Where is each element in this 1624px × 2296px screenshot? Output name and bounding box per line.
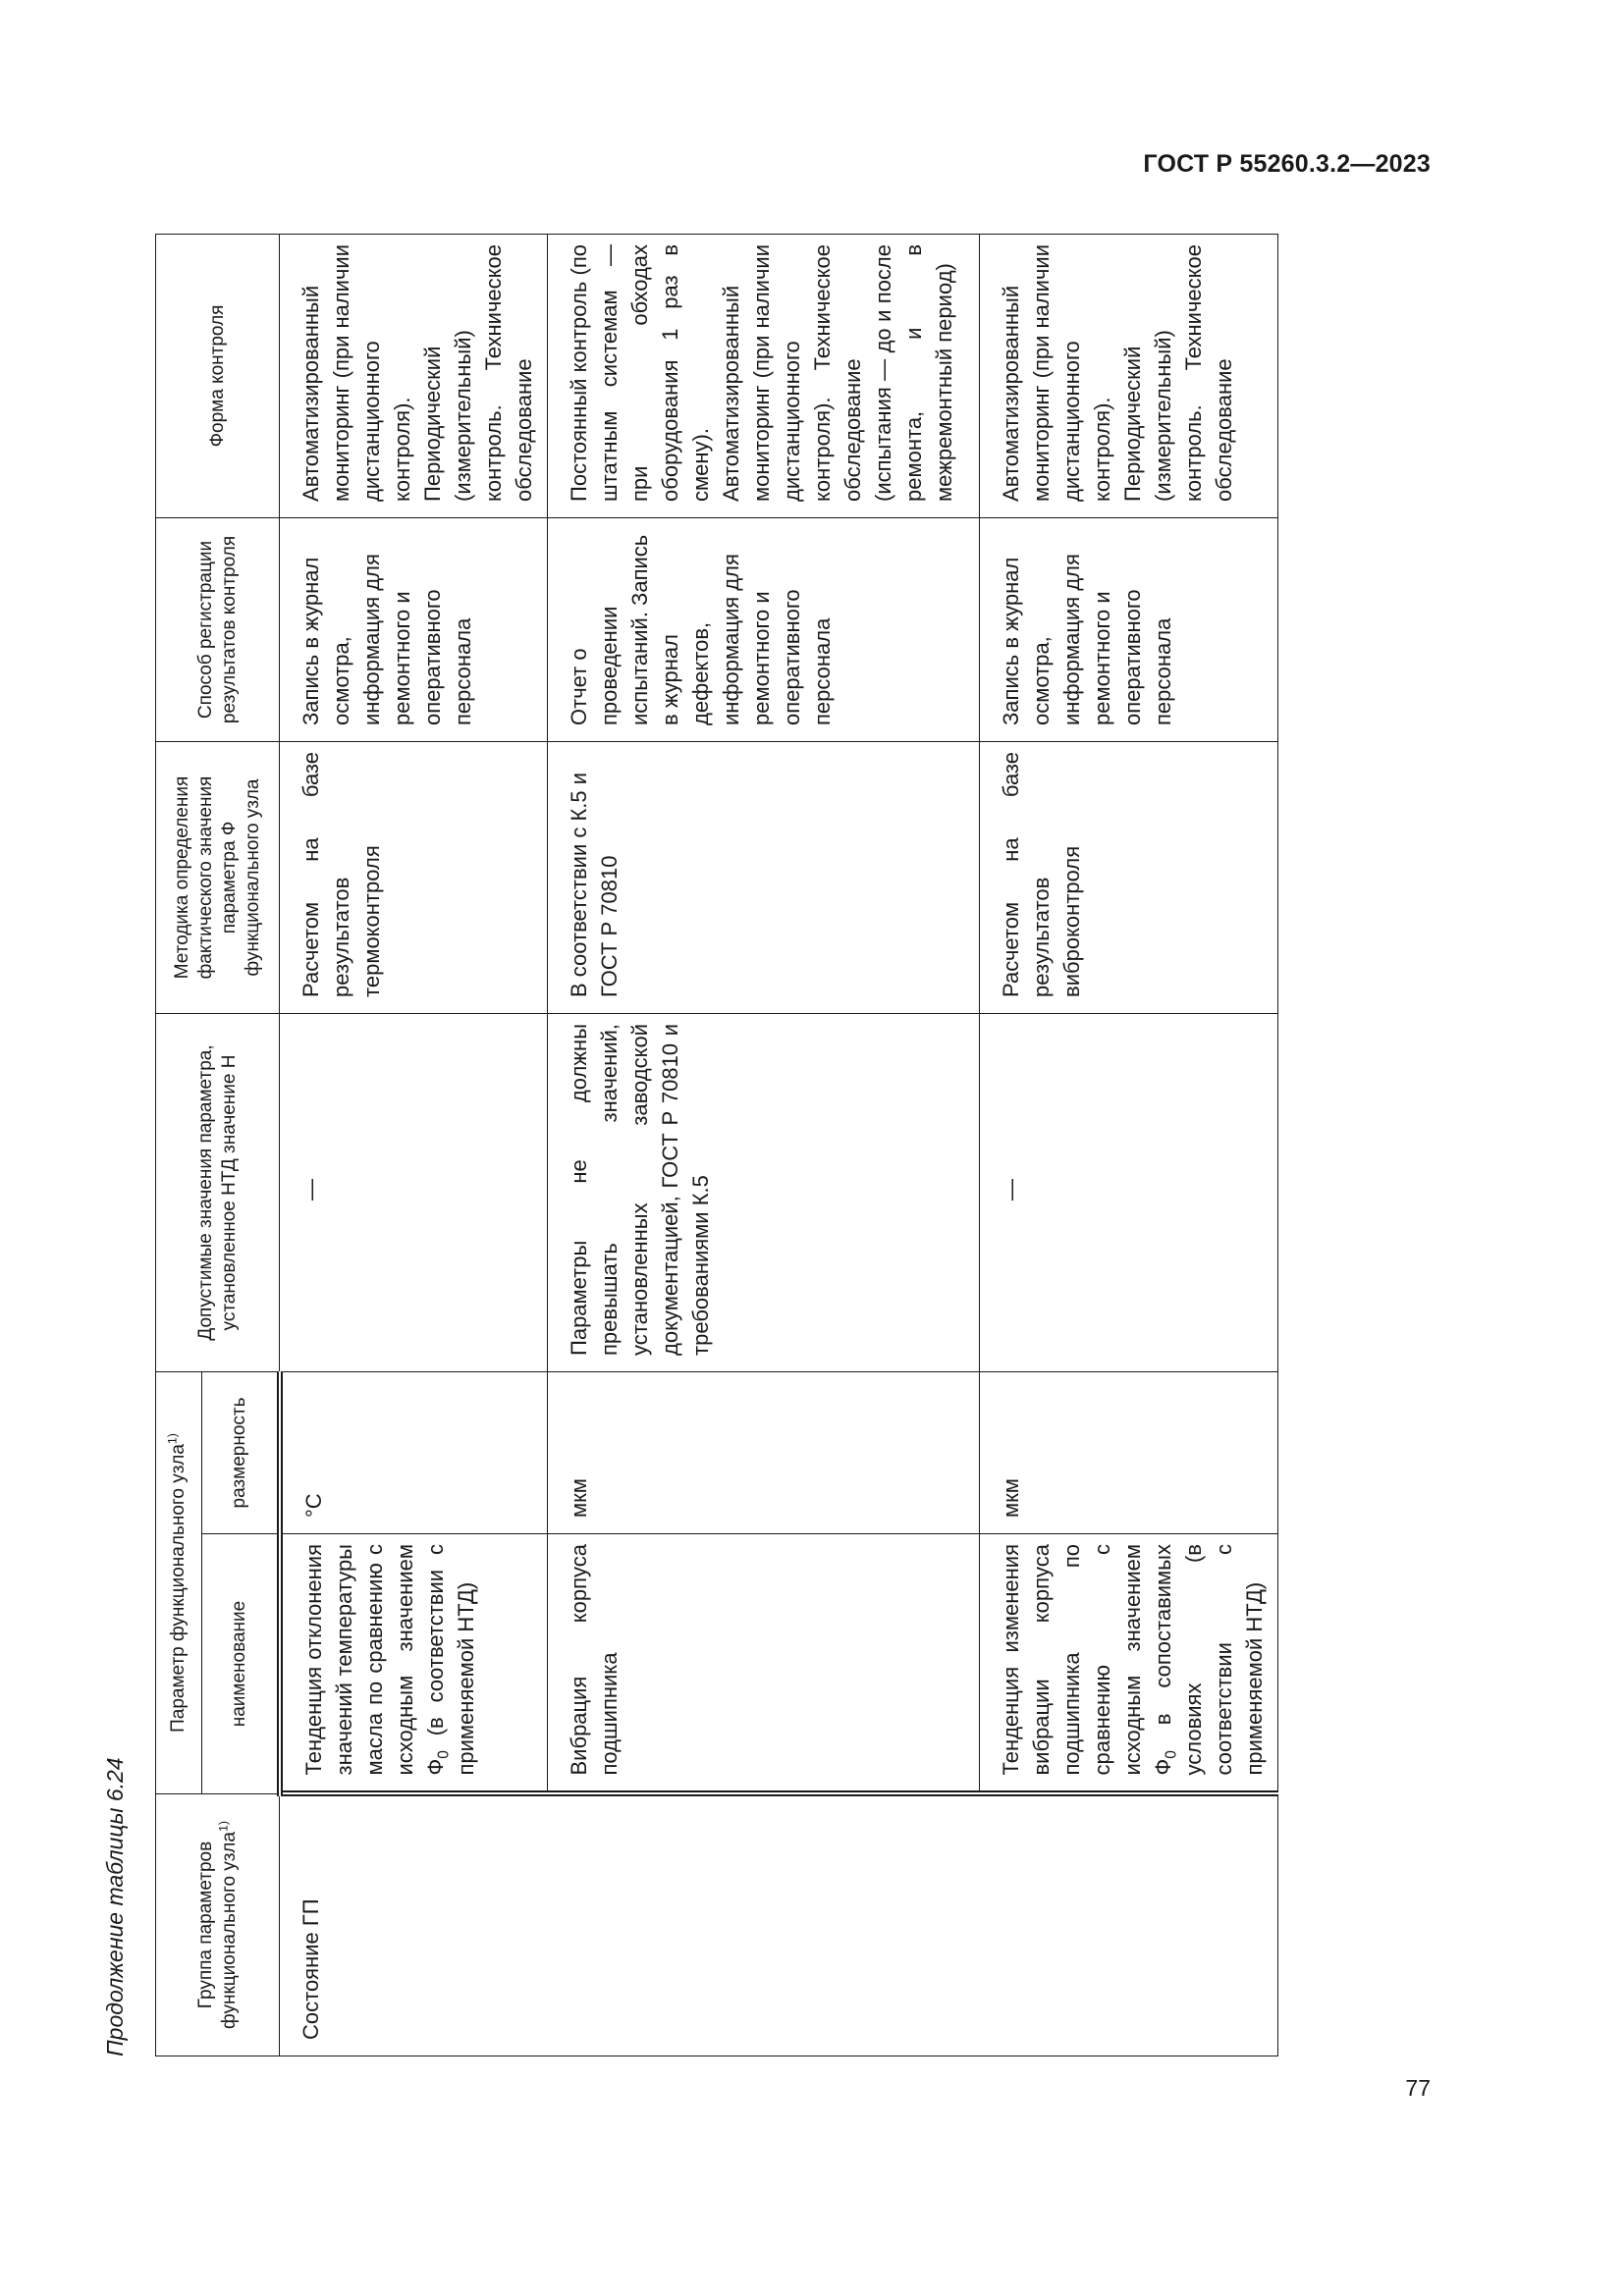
- param-name-cell: Тенденция отклонения значений температуры масла по сравнению с исходным значением $Ф_0$ (в соответствии с применяемой НТД): [280, 1534, 548, 1794]
- unit-cell: °С: [280, 1371, 548, 1533]
- header-form: Форма контроля: [156, 234, 280, 517]
- header-allowed: Допустимые значения параметра, установленное НТД значение Н: [156, 1013, 280, 1371]
- form-cell: Автоматизированный мониторинг (при наличии дистанционного контроля). Периодический (измерительный) контроль. Техническое обследование: [980, 234, 1278, 517]
- param-name-cell: Тенденция изменения вибрации корпуса подшипника по сравнению с исходным значением $Ф_0$ в сопоставимых условиях (в соответствии с применяемой НТД): [980, 1534, 1278, 1794]
- table-rotated-container: [155, 235, 1267, 2056]
- allowed-cell: —: [980, 1013, 1278, 1371]
- registration-cell: Отчет о проведении испытаний. Запись в журнал дефектов, информация для ремонтного и оперативного персонала: [548, 517, 980, 741]
- table-row: [280, 234, 548, 2056]
- unit-cell: мкм: [548, 1371, 980, 1533]
- registration-cell: Запись в журнал осмотра, информация для ремонтного и оперативного персонала: [280, 517, 548, 741]
- header-param: Параметр функционального узла$^{1)}$: [156, 1371, 202, 1793]
- method-cell: Расчетом на базе результатов термоконтроля: [280, 741, 548, 1013]
- header-unit: размерность: [202, 1371, 280, 1533]
- header-name: наименование: [202, 1534, 280, 1794]
- param-name-cell: Вибрация корпуса подшипника: [548, 1534, 980, 1794]
- header-row-1: [156, 234, 202, 2056]
- header-registration: Способ регистрации результатов контроля: [156, 517, 280, 741]
- document-id: ГОСТ Р 55260.3.2—2023: [1143, 150, 1431, 178]
- table-row: [548, 234, 980, 2056]
- group-cell: Состояние ГП: [280, 1794, 1278, 2056]
- allowed-cell: Параметры не должны превышать значений, установленных заводской документацией, ГОСТ Р 70810 и требованиями К.5: [548, 1013, 980, 1371]
- page-number: 77: [1405, 2075, 1431, 2101]
- unit-cell: мкм: [980, 1371, 1278, 1533]
- table-caption: Продолжение таблицы 6.24: [102, 1757, 128, 2056]
- method-cell: Расчетом на базе результатов виброконтроля: [980, 741, 1278, 1013]
- header-method: Методика определения фактического значения параметра Ф функционального узла: [156, 741, 280, 1013]
- registration-cell: Запись в журнал осмотра, информация для ремонтного и оперативного персонала: [980, 517, 1278, 741]
- allowed-cell: —: [280, 1013, 548, 1371]
- method-cell: В соответствии с К.5 и ГОСТ Р 70810: [548, 741, 980, 1013]
- table-row: [980, 234, 1278, 2056]
- header-group: Группа параметров функционального узла$^{1)}$: [156, 1794, 280, 2056]
- parameters-table: [155, 234, 1278, 2056]
- form-cell: Постоянный контроль (по штатным системам — при обходах оборудования 1 раз в смену). Автоматизированный мониторинг (при наличии дистанционного контроля). Техническое обследование (испытания — до и после ремонта, и в межремонтный период): [548, 234, 980, 517]
- form-cell: Автоматизированный мониторинг (при наличии дистанционного контроля). Периодический (измерительный) контроль. Техническое обследование: [280, 234, 548, 517]
